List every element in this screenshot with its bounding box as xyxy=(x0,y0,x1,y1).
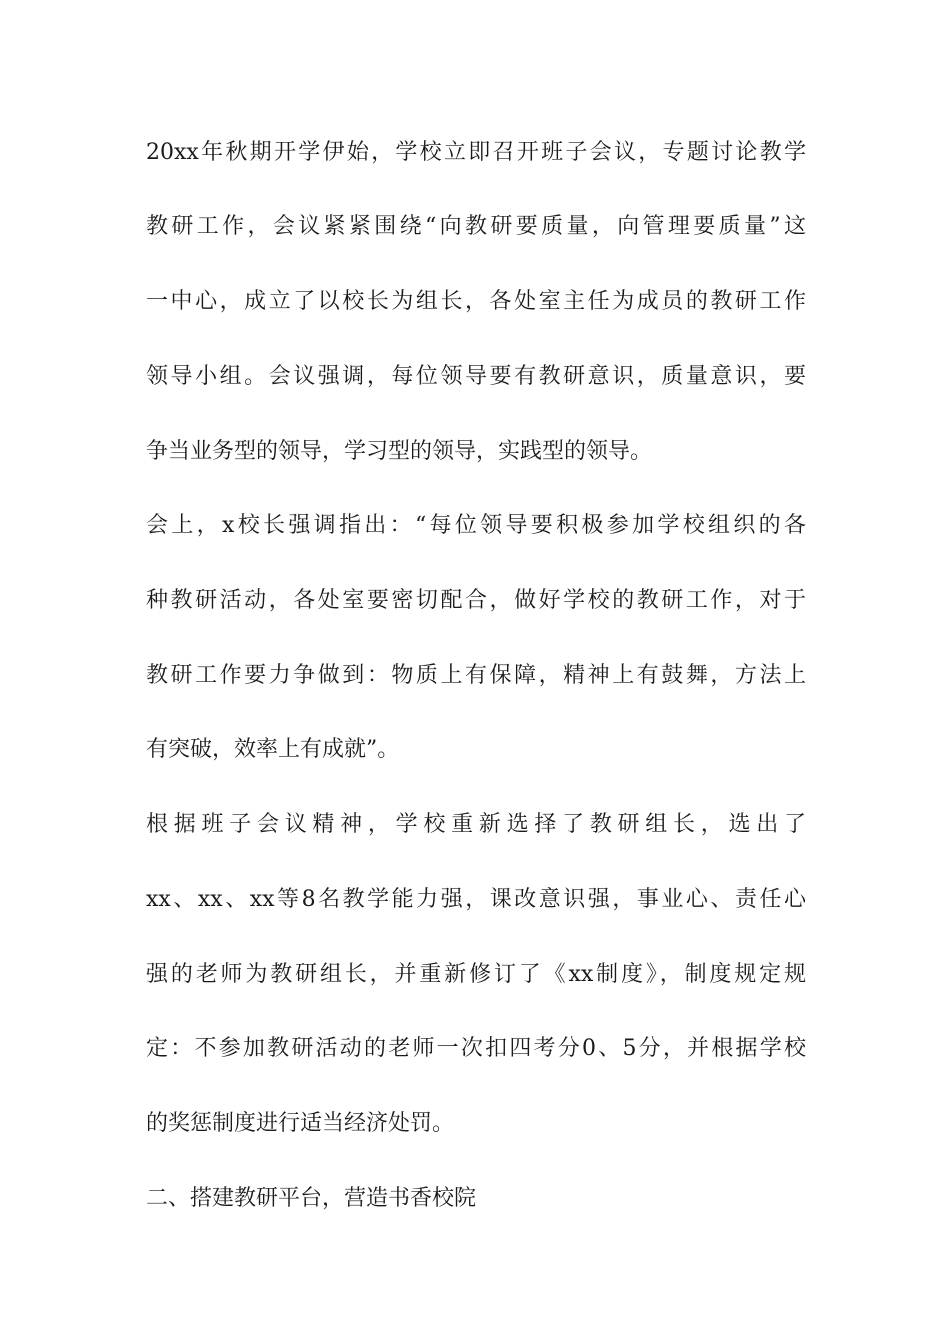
text-line: 的奖惩制度进行适当经济处罚。 xyxy=(146,1111,455,1136)
section-heading: 二、搭建教研平台，营造书香校院 xyxy=(146,1186,477,1211)
text-line: 有突破，效率上有成就”。 xyxy=(146,737,400,762)
text-line: 种教研活动，各处室要密切配合，做好学校的教研工作，对于 xyxy=(146,588,806,613)
text-line: 教研工作要力争做到：物质上有保障，精神上有鼓舞，方法上 xyxy=(146,663,806,688)
text-line: 领导小组。会议强调，每位领导要有教研意识，质量意识，要 xyxy=(146,364,806,389)
text-line: 强的老师为教研组长，并重新修订了《xx制度》，制度规定规 xyxy=(146,962,806,987)
text-line: 会上，x校长强调指出：“每位领导要积极参加学校组织的各 xyxy=(146,513,806,538)
text-line: 争当业务型的领导，学习型的领导，实践型的领导。 xyxy=(146,439,653,464)
text-line: xx、xx、xx等8名教学能力强，课改意识强，事业心、责任心 xyxy=(146,887,806,912)
text-line: 20xx年秋期开学伊始，学校立即召开班子会议，专题讨论教学 xyxy=(146,140,806,165)
text-line: 定：不参加教研活动的老师一次扣四考分0、5分，并根据学校 xyxy=(146,1036,806,1061)
text-line: 一中心，成立了以校长为组长，各处室主任为成员的教研工作 xyxy=(146,289,806,314)
text-line: 根据班子会议精神，学校重新选择了教研组长，选出了 xyxy=(146,812,806,837)
text-line: 教研工作，会议紧紧围绕“向教研要质量，向管理要质量”这 xyxy=(146,214,806,239)
